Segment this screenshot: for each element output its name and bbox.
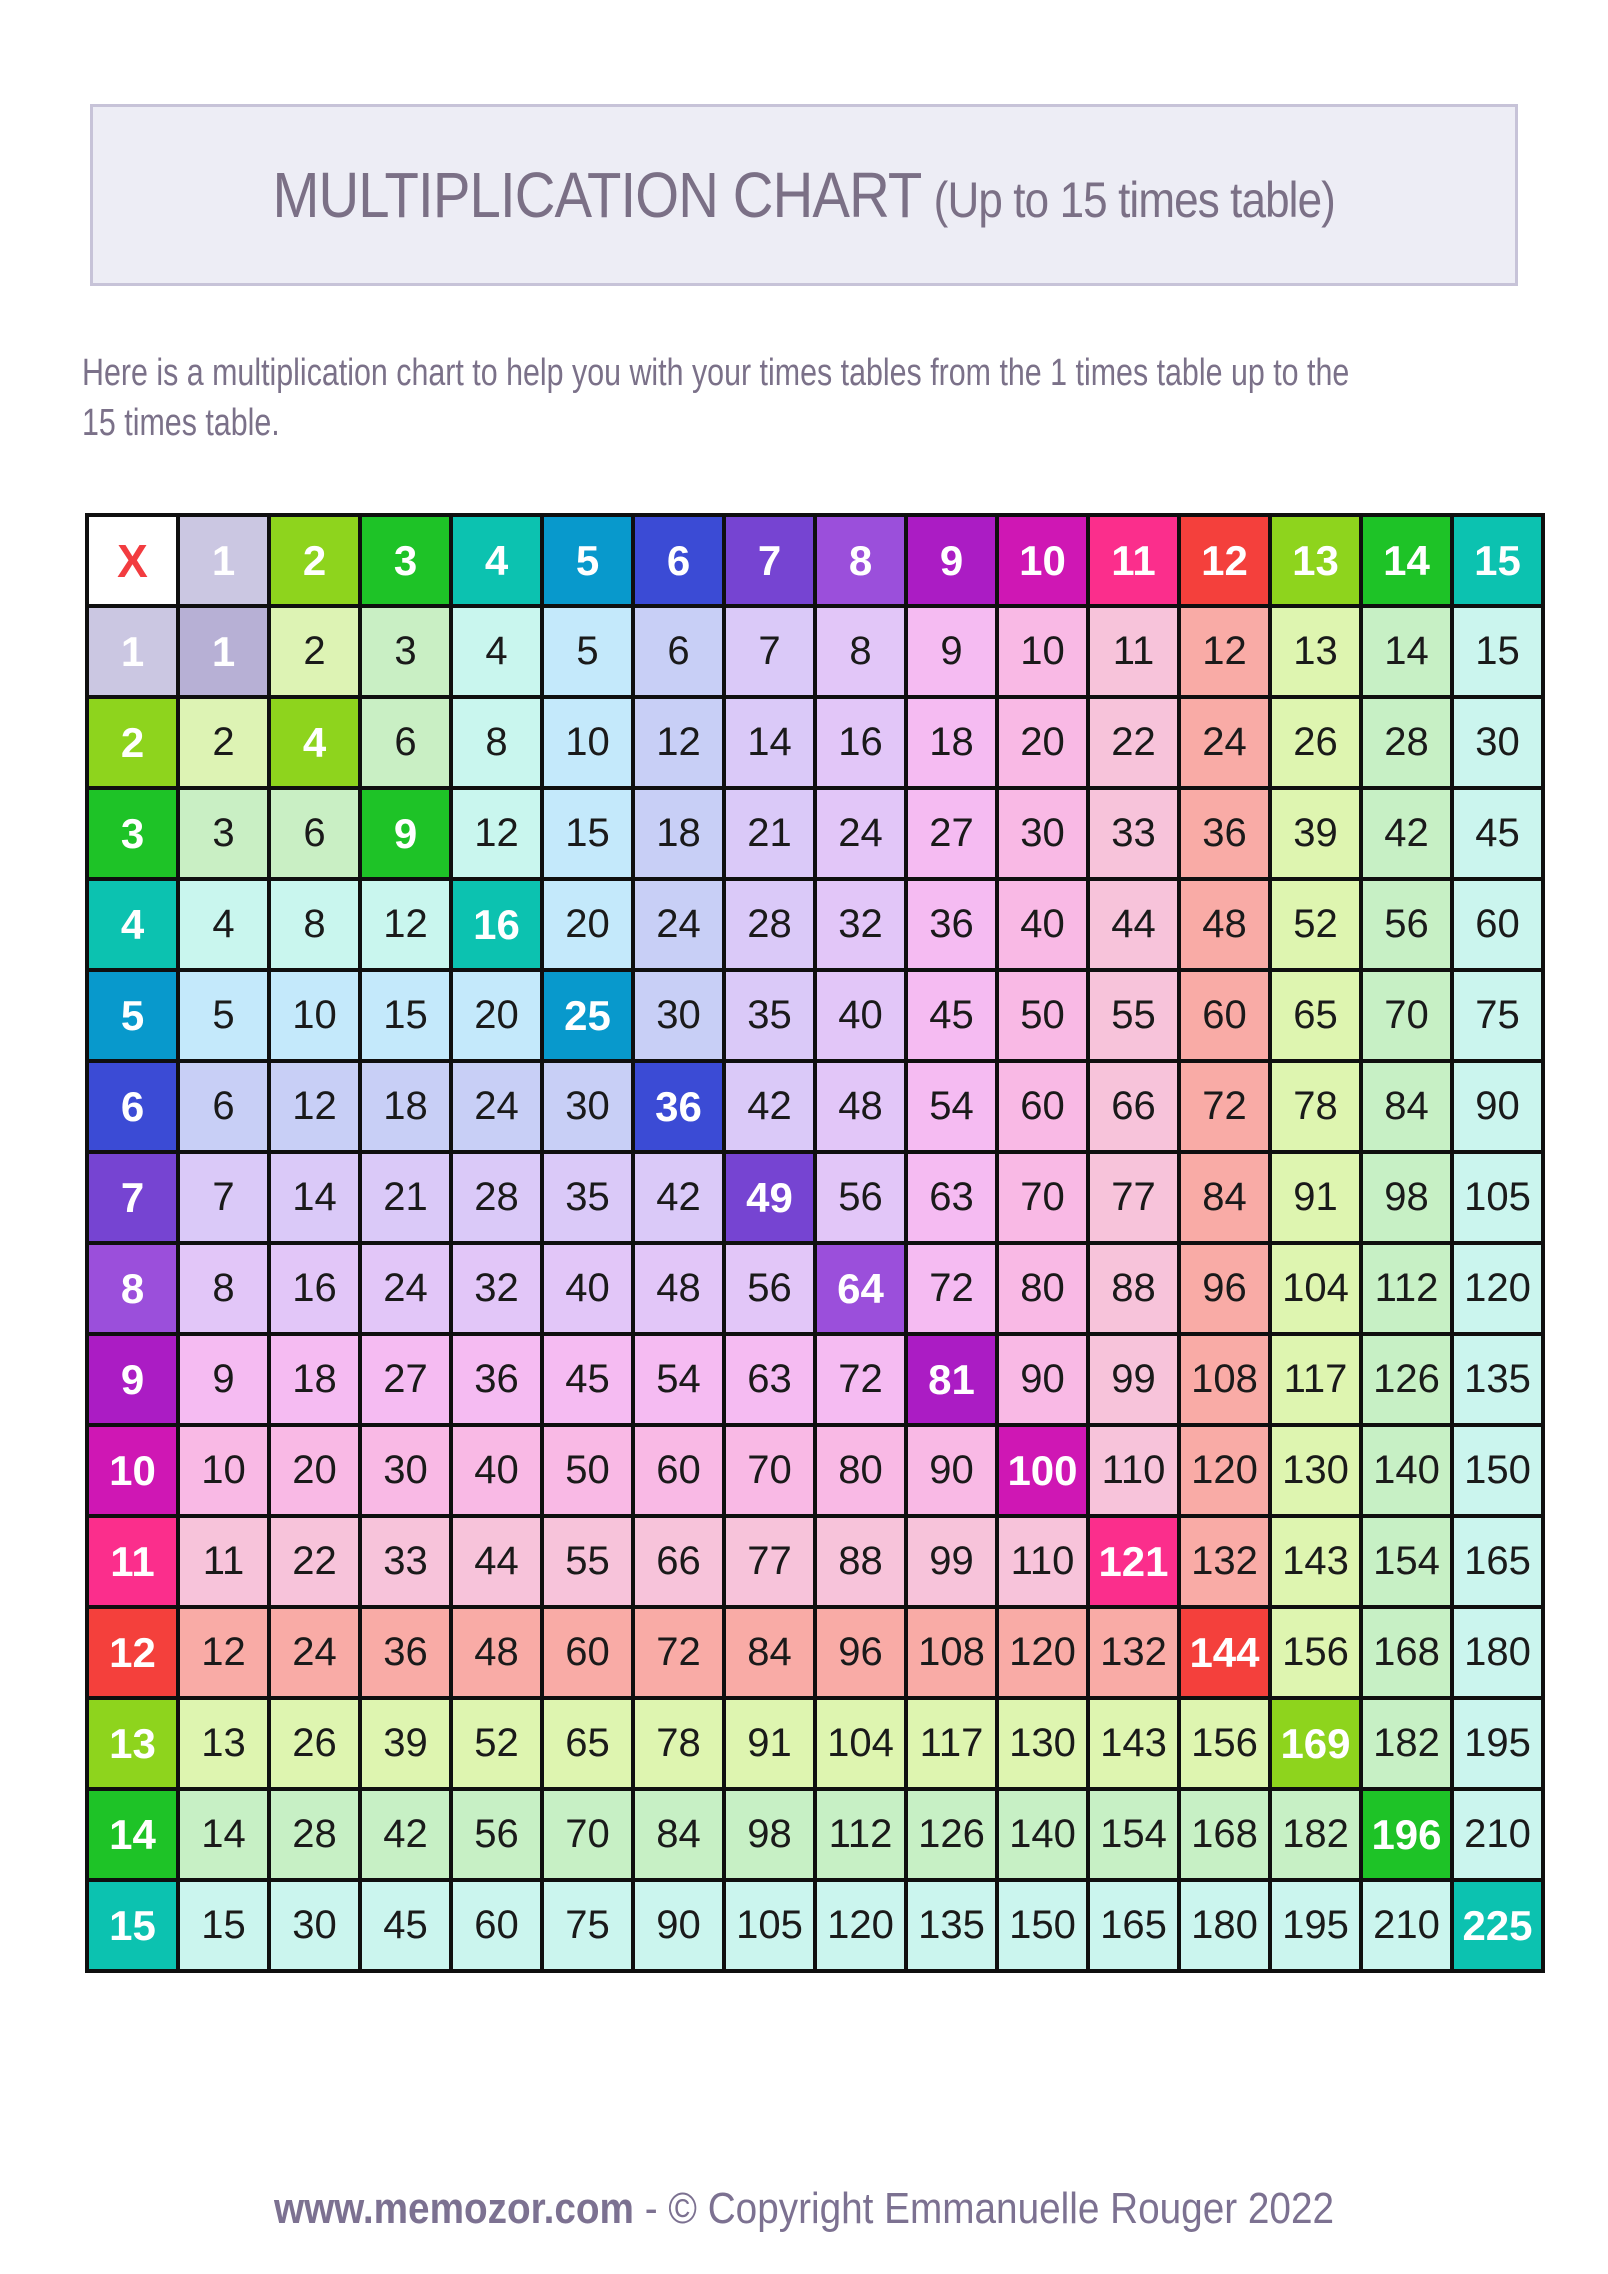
table-row-14 (87, 1789, 1543, 1880)
product-cell-11x5: 55 (542, 1516, 633, 1607)
product-cell-10x1: 10 (178, 1425, 269, 1516)
title-box (90, 104, 1518, 286)
product-cell-14x1: 14 (178, 1789, 269, 1880)
product-cell-4x14: 56 (1361, 879, 1452, 970)
product-cell-6x5: 30 (542, 1061, 633, 1152)
product-cell-1x14: 14 (1361, 606, 1452, 697)
product-cell-12x2: 24 (269, 1607, 360, 1698)
product-cell-6x9: 54 (906, 1061, 997, 1152)
product-cell-5x1: 5 (178, 970, 269, 1061)
product-cell-12x8: 96 (815, 1607, 906, 1698)
product-cell-11x11-diagonal: 121 (1088, 1516, 1179, 1607)
product-cell-14x7: 98 (724, 1789, 815, 1880)
product-cell-3x13: 39 (1270, 788, 1361, 879)
table-row-13 (87, 1698, 1543, 1789)
product-cell-13x13-diagonal: 169 (1270, 1698, 1361, 1789)
product-cell-12x15: 180 (1452, 1607, 1543, 1698)
product-cell-1x4: 4 (451, 606, 542, 697)
product-cell-5x7: 35 (724, 970, 815, 1061)
product-cell-12x3: 36 (360, 1607, 451, 1698)
column-header-1: 1 (178, 515, 269, 606)
row-header-12: 12 (87, 1607, 178, 1698)
column-header-6: 6 (633, 515, 724, 606)
product-cell-3x15: 45 (1452, 788, 1543, 879)
product-cell-13x14: 182 (1361, 1698, 1452, 1789)
product-cell-6x13: 78 (1270, 1061, 1361, 1152)
product-cell-3x8: 24 (815, 788, 906, 879)
product-cell-7x7-diagonal: 49 (724, 1152, 815, 1243)
product-cell-8x10: 80 (997, 1243, 1088, 1334)
product-cell-6x11: 66 (1088, 1061, 1179, 1152)
product-cell-3x4: 12 (451, 788, 542, 879)
product-cell-13x15: 195 (1452, 1698, 1543, 1789)
product-cell-7x12: 84 (1179, 1152, 1270, 1243)
product-cell-14x9: 126 (906, 1789, 997, 1880)
row-header-4: 4 (87, 879, 178, 970)
product-cell-13x10: 130 (997, 1698, 1088, 1789)
product-cell-5x5-diagonal: 25 (542, 970, 633, 1061)
product-cell-6x8: 48 (815, 1061, 906, 1152)
product-cell-13x1: 13 (178, 1698, 269, 1789)
product-cell-14x10: 140 (997, 1789, 1088, 1880)
product-cell-9x5: 45 (542, 1334, 633, 1425)
product-cell-3x6: 18 (633, 788, 724, 879)
product-cell-9x12: 108 (1179, 1334, 1270, 1425)
product-cell-12x7: 84 (724, 1607, 815, 1698)
column-header-7: 7 (724, 515, 815, 606)
product-cell-11x1: 11 (178, 1516, 269, 1607)
product-cell-8x13: 104 (1270, 1243, 1361, 1334)
product-cell-2x15: 30 (1452, 697, 1543, 788)
title-main: MULTIPLICATION CHART (272, 159, 922, 231)
product-cell-11x4: 44 (451, 1516, 542, 1607)
product-cell-4x3: 12 (360, 879, 451, 970)
product-cell-1x10: 10 (997, 606, 1088, 697)
product-cell-9x6: 54 (633, 1334, 724, 1425)
product-cell-12x4: 48 (451, 1607, 542, 1698)
product-cell-11x9: 99 (906, 1516, 997, 1607)
product-cell-3x7: 21 (724, 788, 815, 879)
product-cell-15x8: 120 (815, 1880, 906, 1971)
product-cell-13x4: 52 (451, 1698, 542, 1789)
product-cell-10x6: 60 (633, 1425, 724, 1516)
product-cell-6x10: 60 (997, 1061, 1088, 1152)
product-cell-11x10: 110 (997, 1516, 1088, 1607)
product-cell-9x7: 63 (724, 1334, 815, 1425)
product-cell-13x11: 143 (1088, 1698, 1179, 1789)
product-cell-5x8: 40 (815, 970, 906, 1061)
product-cell-10x5: 50 (542, 1425, 633, 1516)
product-cell-6x14: 84 (1361, 1061, 1452, 1152)
table-row-11 (87, 1516, 1543, 1607)
product-cell-2x8: 16 (815, 697, 906, 788)
product-cell-5x11: 55 (1088, 970, 1179, 1061)
row-header-7: 7 (87, 1152, 178, 1243)
product-cell-4x10: 40 (997, 879, 1088, 970)
product-cell-12x13: 156 (1270, 1607, 1361, 1698)
column-header-11: 11 (1088, 515, 1179, 606)
product-cell-9x13: 117 (1270, 1334, 1361, 1425)
product-cell-15x10: 150 (997, 1880, 1088, 1971)
product-cell-8x6: 48 (633, 1243, 724, 1334)
column-header-13: 13 (1270, 515, 1361, 606)
product-cell-9x4: 36 (451, 1334, 542, 1425)
product-cell-11x6: 66 (633, 1516, 724, 1607)
product-cell-4x15: 60 (1452, 879, 1543, 970)
product-cell-10x3: 30 (360, 1425, 451, 1516)
row-header-13: 13 (87, 1698, 178, 1789)
product-cell-2x10: 20 (997, 697, 1088, 788)
product-cell-15x9: 135 (906, 1880, 997, 1971)
row-header-15: 15 (87, 1880, 178, 1971)
product-cell-14x12: 168 (1179, 1789, 1270, 1880)
product-cell-9x3: 27 (360, 1334, 451, 1425)
product-cell-14x5: 70 (542, 1789, 633, 1880)
product-cell-8x1: 8 (178, 1243, 269, 1334)
row-header-8: 8 (87, 1243, 178, 1334)
row-header-14: 14 (87, 1789, 178, 1880)
product-cell-5x6: 30 (633, 970, 724, 1061)
table-row-3 (87, 788, 1543, 879)
product-cell-8x12: 96 (1179, 1243, 1270, 1334)
multiplication-table (85, 513, 1545, 1973)
product-cell-9x11: 99 (1088, 1334, 1179, 1425)
product-cell-1x7: 7 (724, 606, 815, 697)
product-cell-4x4-diagonal: 16 (451, 879, 542, 970)
product-cell-13x8: 104 (815, 1698, 906, 1789)
product-cell-5x10: 50 (997, 970, 1088, 1061)
product-cell-1x8: 8 (815, 606, 906, 697)
product-cell-10x7: 70 (724, 1425, 815, 1516)
product-cell-13x6: 78 (633, 1698, 724, 1789)
product-cell-11x14: 154 (1361, 1516, 1452, 1607)
product-cell-14x3: 42 (360, 1789, 451, 1880)
product-cell-2x2-diagonal: 4 (269, 697, 360, 788)
row-header-11: 11 (87, 1516, 178, 1607)
product-cell-13x2: 26 (269, 1698, 360, 1789)
product-cell-9x8: 72 (815, 1334, 906, 1425)
product-cell-2x11: 22 (1088, 697, 1179, 788)
product-cell-10x2: 20 (269, 1425, 360, 1516)
column-header-14: 14 (1361, 515, 1452, 606)
product-cell-4x9: 36 (906, 879, 997, 970)
footer-copyright: © Copyright Emmanuelle Rouger 2022 (668, 2184, 1335, 2233)
column-header-15: 15 (1452, 515, 1543, 606)
column-header-4: 4 (451, 515, 542, 606)
product-cell-4x1: 4 (178, 879, 269, 970)
intro-line-2: 15 times table. (82, 402, 280, 444)
column-header-8: 8 (815, 515, 906, 606)
row-header-2: 2 (87, 697, 178, 788)
product-cell-1x11: 11 (1088, 606, 1179, 697)
product-cell-13x12: 156 (1179, 1698, 1270, 1789)
product-cell-10x13: 130 (1270, 1425, 1361, 1516)
product-cell-14x13: 182 (1270, 1789, 1361, 1880)
table-row-9 (87, 1334, 1543, 1425)
product-cell-8x15: 120 (1452, 1243, 1543, 1334)
product-cell-5x3: 15 (360, 970, 451, 1061)
header-row (87, 515, 1543, 606)
product-cell-11x13: 143 (1270, 1516, 1361, 1607)
product-cell-8x7: 56 (724, 1243, 815, 1334)
product-cell-7x13: 91 (1270, 1152, 1361, 1243)
product-cell-7x4: 28 (451, 1152, 542, 1243)
product-cell-1x6: 6 (633, 606, 724, 697)
product-cell-4x13: 52 (1270, 879, 1361, 970)
table-row-7 (87, 1152, 1543, 1243)
product-cell-4x11: 44 (1088, 879, 1179, 970)
product-cell-11x2: 22 (269, 1516, 360, 1607)
product-cell-11x8: 88 (815, 1516, 906, 1607)
product-cell-6x1: 6 (178, 1061, 269, 1152)
product-cell-3x12: 36 (1179, 788, 1270, 879)
product-cell-9x9-diagonal: 81 (906, 1334, 997, 1425)
product-cell-1x5: 5 (542, 606, 633, 697)
table-row-8 (87, 1243, 1543, 1334)
product-cell-5x14: 70 (1361, 970, 1452, 1061)
table-row-1 (87, 606, 1543, 697)
product-cell-6x4: 24 (451, 1061, 542, 1152)
product-cell-8x14: 112 (1361, 1243, 1452, 1334)
product-cell-1x9: 9 (906, 606, 997, 697)
product-cell-14x15: 210 (1452, 1789, 1543, 1880)
table-row-12 (87, 1607, 1543, 1698)
column-header-9: 9 (906, 515, 997, 606)
intro-text (82, 348, 1349, 448)
product-cell-12x11: 132 (1088, 1607, 1179, 1698)
product-cell-15x12: 180 (1179, 1880, 1270, 1971)
product-cell-3x9: 27 (906, 788, 997, 879)
product-cell-7x8: 56 (815, 1152, 906, 1243)
row-header-10: 10 (87, 1425, 178, 1516)
table-row-4 (87, 879, 1543, 970)
product-cell-10x4: 40 (451, 1425, 542, 1516)
product-cell-10x10-diagonal: 100 (997, 1425, 1088, 1516)
product-cell-2x5: 10 (542, 697, 633, 788)
product-cell-14x4: 56 (451, 1789, 542, 1880)
product-cell-2x3: 6 (360, 697, 451, 788)
product-cell-3x1: 3 (178, 788, 269, 879)
product-cell-8x11: 88 (1088, 1243, 1179, 1334)
product-cell-7x3: 21 (360, 1152, 451, 1243)
product-cell-9x10: 90 (997, 1334, 1088, 1425)
column-header-3: 3 (360, 515, 451, 606)
product-cell-6x12: 72 (1179, 1061, 1270, 1152)
table-row-15 (87, 1880, 1543, 1971)
column-header-5: 5 (542, 515, 633, 606)
product-cell-12x5: 60 (542, 1607, 633, 1698)
product-cell-1x15: 15 (1452, 606, 1543, 697)
product-cell-15x15-diagonal: 225 (1452, 1880, 1543, 1971)
product-cell-14x6: 84 (633, 1789, 724, 1880)
product-cell-7x6: 42 (633, 1152, 724, 1243)
product-cell-2x14: 28 (1361, 697, 1452, 788)
footer (96, 2184, 1511, 2234)
product-cell-8x9: 72 (906, 1243, 997, 1334)
product-cell-2x1: 2 (178, 697, 269, 788)
column-header-2: 2 (269, 515, 360, 606)
product-cell-14x8: 112 (815, 1789, 906, 1880)
product-cell-8x2: 16 (269, 1243, 360, 1334)
product-cell-6x7: 42 (724, 1061, 815, 1152)
product-cell-13x9: 117 (906, 1698, 997, 1789)
product-cell-1x1-diagonal: 1 (178, 606, 269, 697)
product-cell-8x5: 40 (542, 1243, 633, 1334)
product-cell-10x11: 110 (1088, 1425, 1179, 1516)
product-cell-15x11: 165 (1088, 1880, 1179, 1971)
product-cell-8x4: 32 (451, 1243, 542, 1334)
product-cell-2x4: 8 (451, 697, 542, 788)
product-cell-11x12: 132 (1179, 1516, 1270, 1607)
product-cell-6x6-diagonal: 36 (633, 1061, 724, 1152)
product-cell-15x2: 30 (269, 1880, 360, 1971)
product-cell-7x5: 35 (542, 1152, 633, 1243)
product-cell-7x11: 77 (1088, 1152, 1179, 1243)
product-cell-6x3: 18 (360, 1061, 451, 1152)
product-cell-5x4: 20 (451, 970, 542, 1061)
product-cell-2x9: 18 (906, 697, 997, 788)
product-cell-1x2: 2 (269, 606, 360, 697)
product-cell-9x14: 126 (1361, 1334, 1452, 1425)
product-cell-12x10: 120 (997, 1607, 1088, 1698)
product-cell-1x3: 3 (360, 606, 451, 697)
product-cell-14x2: 28 (269, 1789, 360, 1880)
product-cell-15x6: 90 (633, 1880, 724, 1971)
product-cell-15x5: 75 (542, 1880, 633, 1971)
row-header-5: 5 (87, 970, 178, 1061)
product-cell-4x2: 8 (269, 879, 360, 970)
product-cell-2x13: 26 (1270, 697, 1361, 788)
product-cell-15x14: 210 (1361, 1880, 1452, 1971)
product-cell-3x14: 42 (1361, 788, 1452, 879)
product-cell-13x5: 65 (542, 1698, 633, 1789)
product-cell-5x13: 65 (1270, 970, 1361, 1061)
product-cell-6x15: 90 (1452, 1061, 1543, 1152)
product-cell-10x14: 140 (1361, 1425, 1452, 1516)
product-cell-15x7: 105 (724, 1880, 815, 1971)
intro-line-1: Here is a multiplication chart to help you with your times tables from the 1 times table up to the (82, 352, 1350, 394)
table-row-6 (87, 1061, 1543, 1152)
product-cell-4x5: 20 (542, 879, 633, 970)
product-cell-9x1: 9 (178, 1334, 269, 1425)
product-cell-15x4: 60 (451, 1880, 542, 1971)
product-cell-7x2: 14 (269, 1152, 360, 1243)
product-cell-8x8-diagonal: 64 (815, 1243, 906, 1334)
product-cell-10x12: 120 (1179, 1425, 1270, 1516)
product-cell-10x9: 90 (906, 1425, 997, 1516)
product-cell-10x8: 80 (815, 1425, 906, 1516)
product-cell-10x15: 150 (1452, 1425, 1543, 1516)
product-cell-4x7: 28 (724, 879, 815, 970)
product-cell-2x7: 14 (724, 697, 815, 788)
corner-cell: X (87, 515, 178, 606)
product-cell-7x14: 98 (1361, 1152, 1452, 1243)
product-cell-5x2: 10 (269, 970, 360, 1061)
product-cell-3x2: 6 (269, 788, 360, 879)
product-cell-5x15: 75 (1452, 970, 1543, 1061)
product-cell-4x6: 24 (633, 879, 724, 970)
product-cell-12x1: 12 (178, 1607, 269, 1698)
product-cell-7x15: 105 (1452, 1152, 1543, 1243)
column-header-12: 12 (1179, 515, 1270, 606)
product-cell-4x8: 32 (815, 879, 906, 970)
row-header-1: 1 (87, 606, 178, 697)
product-cell-1x12: 12 (1179, 606, 1270, 697)
product-cell-7x9: 63 (906, 1152, 997, 1243)
product-cell-2x12: 24 (1179, 697, 1270, 788)
product-cell-7x10: 70 (997, 1152, 1088, 1243)
product-cell-8x3: 24 (360, 1243, 451, 1334)
product-cell-9x15: 135 (1452, 1334, 1543, 1425)
footer-separator: - (633, 2184, 669, 2233)
product-cell-13x3: 39 (360, 1698, 451, 1789)
product-cell-1x13: 13 (1270, 606, 1361, 697)
product-cell-14x11: 154 (1088, 1789, 1179, 1880)
footer-site: www.memozor.com (273, 2184, 634, 2233)
product-cell-3x3-diagonal: 9 (360, 788, 451, 879)
product-cell-5x9: 45 (906, 970, 997, 1061)
product-cell-4x12: 48 (1179, 879, 1270, 970)
product-cell-11x3: 33 (360, 1516, 451, 1607)
product-cell-15x1: 15 (178, 1880, 269, 1971)
row-header-9: 9 (87, 1334, 178, 1425)
product-cell-12x12-diagonal: 144 (1179, 1607, 1270, 1698)
product-cell-15x3: 45 (360, 1880, 451, 1971)
product-cell-13x7: 91 (724, 1698, 815, 1789)
table-row-2 (87, 697, 1543, 788)
column-header-10: 10 (997, 515, 1088, 606)
title-suffix: (Up to 15 times table) (933, 172, 1336, 228)
product-cell-3x11: 33 (1088, 788, 1179, 879)
product-cell-9x2: 18 (269, 1334, 360, 1425)
product-cell-3x10: 30 (997, 788, 1088, 879)
page-title (273, 158, 1336, 232)
product-cell-11x7: 77 (724, 1516, 815, 1607)
row-header-3: 3 (87, 788, 178, 879)
product-cell-12x9: 108 (906, 1607, 997, 1698)
product-cell-15x13: 195 (1270, 1880, 1361, 1971)
product-cell-12x14: 168 (1361, 1607, 1452, 1698)
table-row-5 (87, 970, 1543, 1061)
product-cell-14x14-diagonal: 196 (1361, 1789, 1452, 1880)
product-cell-6x2: 12 (269, 1061, 360, 1152)
product-cell-11x15: 165 (1452, 1516, 1543, 1607)
product-cell-2x6: 12 (633, 697, 724, 788)
table-row-10 (87, 1425, 1543, 1516)
product-cell-3x5: 15 (542, 788, 633, 879)
product-cell-7x1: 7 (178, 1152, 269, 1243)
product-cell-12x6: 72 (633, 1607, 724, 1698)
row-header-6: 6 (87, 1061, 178, 1152)
product-cell-5x12: 60 (1179, 970, 1270, 1061)
